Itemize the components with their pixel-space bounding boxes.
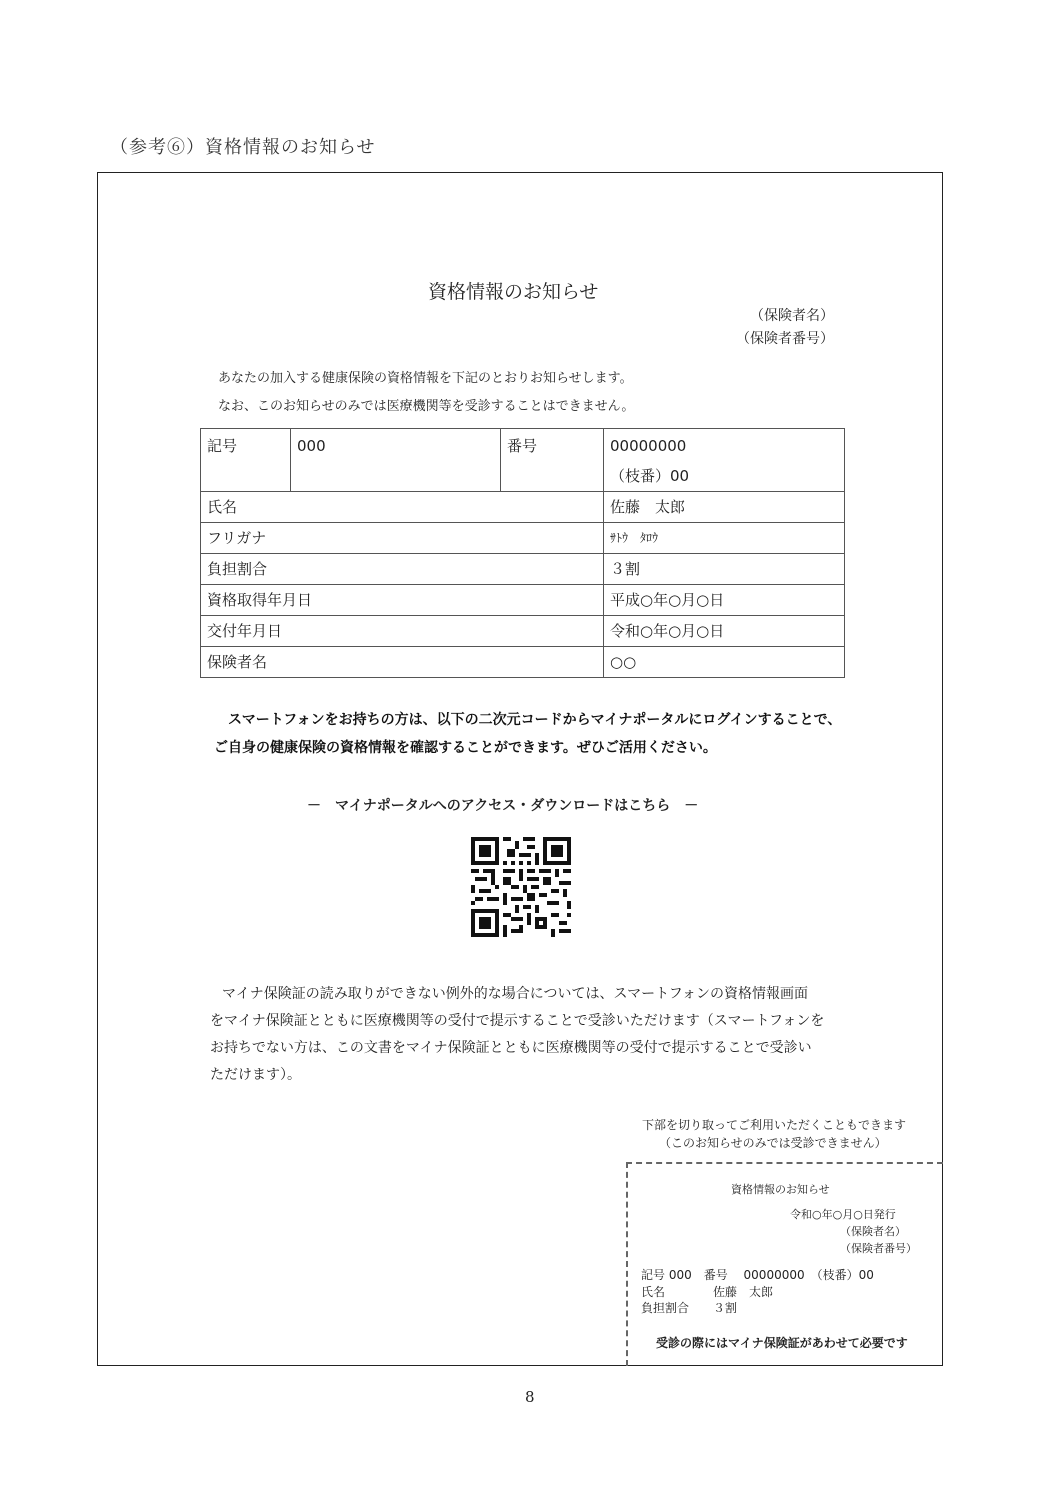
table-row (201, 616, 845, 647)
smartphone-notice-line-2: ご自身の健康保険の資格情報を確認することができます。ぜひご活用ください。 (214, 740, 717, 756)
row-value: ○○ (604, 647, 845, 678)
row-label: 氏名 (201, 492, 604, 523)
card-issue-date: 令和○年○月○日発行 (790, 1208, 896, 1221)
intro-line-1: あなたの加入する健康保険の資格情報を下記のとおりお知らせします。 (218, 371, 633, 386)
bangou-value: 00000000 (610, 437, 687, 455)
access-caption: － マイナポータルへのアクセス・ダウンロードはこちら － (307, 798, 699, 814)
smartphone-notice-line-1: スマートフォンをお持ちの方は、以下の二次元コードからマイナポータルにログインすることで、 (228, 712, 842, 728)
insurer-name: （保険者名） (750, 308, 834, 324)
edaban-value: （枝番）00 (610, 467, 690, 485)
qr-code-icon[interactable] (471, 837, 571, 937)
intro-line-2: なお、このお知らせのみでは医療機関等を受診することはできません。 (218, 399, 635, 414)
table-row (201, 647, 845, 678)
card-insurer-name: （保険者名） (840, 1225, 906, 1238)
table-row (201, 492, 845, 523)
table-row (201, 585, 845, 616)
kigou-value: 000 (291, 429, 501, 492)
row-value: ｻﾄｳ ﾀﾛｳ (604, 523, 845, 554)
table-row (201, 523, 845, 554)
kigou-label: 記号 (201, 429, 291, 492)
qualification-info-table (200, 428, 845, 678)
bangou-label: 番号 (501, 429, 604, 492)
insurer-number: （保険者番号） (736, 331, 834, 347)
exception-paragraph-line-2: をマイナ保険証とともに医療機関等の受付で提示することで受診いただけます（スマートフォンを (210, 1013, 825, 1029)
row-label: フリガナ (201, 523, 604, 554)
reference-heading: （参考⑥）資格情報のお知らせ (110, 137, 376, 158)
exception-paragraph-line-4: ただけます）。 (210, 1067, 301, 1083)
row-value: 佐藤 太郎 (604, 492, 845, 523)
row-value: ３割 (604, 554, 845, 585)
row-label: 資格取得年月日 (201, 585, 604, 616)
row-label: 負担割合 (201, 554, 604, 585)
card-title: 資格情報のお知らせ (731, 1183, 830, 1196)
row-label: 交付年月日 (201, 616, 604, 647)
row-value: 平成○年○月○日 (604, 585, 845, 616)
bangou-cell (604, 429, 845, 492)
card-name-line: 氏名 佐藤 太郎 (641, 1285, 774, 1299)
cut-out-note-sub: （このお知らせのみでは受診できません） (659, 1136, 887, 1150)
card-burden-line: 負担割合 ３割 (641, 1301, 738, 1315)
exception-paragraph-line-1: マイナ保険証の読み取りができない例外的な場合については、スマートフォンの資格情報画面 (222, 986, 809, 1002)
row-label: 保険者名 (201, 647, 604, 678)
exception-paragraph-line-3: お持ちでない方は、この文書をマイナ保険証とともに医療機関等の受付で提示することで受診い (210, 1040, 812, 1056)
table-row (201, 554, 845, 585)
row-value: 令和○年○月○日 (604, 616, 845, 647)
card-number-line: 記号 000 番号 00000000 （枝番）00 (641, 1268, 874, 1282)
cut-out-note: 下部を切り取ってご利用いただくこともできます (642, 1118, 907, 1132)
card-insurer-number: （保険者番号） (840, 1242, 917, 1255)
document-title: 資格情報のお知らせ (428, 281, 599, 303)
table-row (201, 429, 845, 492)
page-number: 8 (525, 1388, 535, 1406)
card-required-note: 受診の際にはマイナ保険証があわせて必要です (656, 1336, 908, 1350)
